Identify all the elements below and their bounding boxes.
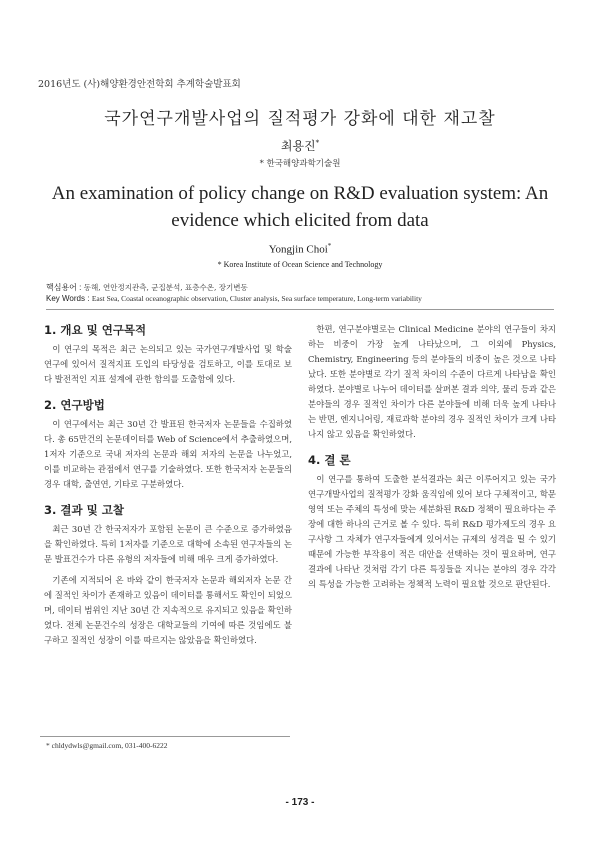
page-number: - 173 -	[285, 797, 315, 808]
conference-name: 2016년도 (사)해양환경안전학회 추계학술발표회	[38, 79, 241, 90]
footnote-divider	[40, 736, 290, 737]
left-column	[44, 322, 292, 648]
paper-title-english: An examination of policy change on R&D evaluation system: An evidence which elicited from data	[51, 183, 549, 231]
section-1-heading: 1. 개요 및 연구목적	[44, 323, 147, 337]
author-mark-english: *	[327, 242, 332, 250]
author-english	[0, 242, 600, 256]
affiliation-korean: * 한국해양과학기술원	[259, 159, 341, 169]
section-3-paragraph-3: 한편, 연구분야별로는 Clinical Medicine 분야의 연구들이 차지하는 비중이 가장 높게 나타났으며, 그 이외에 Physics, Chemistry, Engineering 등의 분야들의 비중이 높은 것으로 나타났다. 또한 분야별로 각기 질적 차이의 수준이 다르게 나타남을 확인하였다. 분야별로 나누어 데이터를 살펴본 결과 의약, 물리 등과 같은 분야들의 경우 질적인 차이가 다른 분야들에 비해 더욱 높게 나타나는 반면, 엔지니어링, 재료과학 분야의 경우 질적인 차이가 크게 나타나지 않고 있음을 확인하였다.	[308, 324, 556, 439]
section-2-heading: 2. 연구방법	[44, 398, 105, 412]
author-name-korean: 최용진	[280, 139, 316, 153]
section-3-paragraph-2: 기존에 지적되어 온 바와 같이 한국저자 논문과 해외저자 논문 간에 질적인 차이가 존재하고 있음이 데이터를 통해서도 확인이 되었으며, 데이터 범위인 지난 30년 간 지속적으로 유지되고 있음을 확인하였다. 전체 논문건수의 성장은 대학교들의 기여에 따른 것임에도 불구하고 질적인 성장이 이를 따르지는 않았음을 확인하였다.	[44, 575, 292, 645]
section-4-paragraph: 이 연구를 통하여 도출한 분석결과는 최근 이루어지고 있는 국가연구개발사업의 질적평가 강화 움직임에 있어 보다 구체적이고, 학문영역 또는 주체의 특성에 맞는 세분화된 R&D 정책이 필요하다는 주장에 대한 하나의 근거로 볼 수 있다. 특히 R&D 평가제도의 경우 요구사항 그 자체가 연구자들에게 있어서는 규제의 성격을 띨 수 있기 때문에 가능한 부작용이 적은 대안을 선택하는 것이 필요하며, 연구결과에 나타난 것처럼 각기 다른 특징들을 지니는 분야의 경우 각각의 특성을 가능한 고려하는 정책적 노력이 필요할 것으로 판단된다.	[308, 474, 556, 589]
paper-title-korean: 국가연구개발사업의 질적평가 강화에 대한 재고찰	[104, 109, 496, 129]
right-column	[308, 322, 556, 592]
footnote: * chldydwls@gmail.com, 031-400-6222	[46, 741, 168, 750]
keywords-english-value: East Sea, Coastal oceanographic observation, Cluster analysis, Sea surface temperature, Long-term variability	[91, 294, 422, 303]
section-1-paragraph: 이 연구의 목적은 최근 논의되고 있는 국가연구개발사업 및 학술연구에 있어서 질적지표 도입의 타당성을 검토하고, 이를 토대로 보다 발전적인 지표 설계에 관한 함의를 도출함에 있다.	[44, 344, 292, 384]
keywords-korean-label: 핵심용어 :	[46, 283, 82, 292]
section-2-paragraph: 이 연구에서는 최근 30년 간 발표된 한국저자 논문들을 수집하였다. 총 65만건의 논문데이터를 Web of Science에서 추출하였으며, 1저자 기준으로 국내 저자의 논문과 해외 저자의 논문을 나누었고, 이를 비교하는 관점에서 연구를 기술하였다. 또한 한국저자 논문들의 경우 대학, 출연연, 기타로 구분하였다.	[44, 419, 292, 489]
author-korean	[0, 137, 600, 154]
author-name-english: Yongjin Choi	[268, 243, 328, 256]
keywords-english	[46, 294, 422, 303]
keywords-english-label: Key Words :	[46, 294, 90, 303]
section-3-heading: 3. 결과 및 고찰	[44, 503, 124, 517]
keywords-korean-value: 동해, 연안정지관측, 군집분석, 표층수온, 장기변동	[83, 283, 248, 292]
keywords-korean	[46, 282, 248, 293]
affiliation-english: * Korea Institute of Ocean Science and Technology	[217, 260, 383, 269]
header-divider	[46, 309, 554, 310]
section-3-paragraph-1: 최근 30년 간 한국저자가 포함된 논문이 큰 수준으로 증가하였음을 확인하였다. 특히 1저자를 기준으로 대학에 소속된 연구자들의 논문 발표건수가 다른 유형의 저자들에 비해 매우 크게 증가하였다.	[44, 524, 292, 564]
author-mark: *	[315, 139, 320, 147]
section-4-heading: 4. 결 론	[308, 453, 351, 467]
